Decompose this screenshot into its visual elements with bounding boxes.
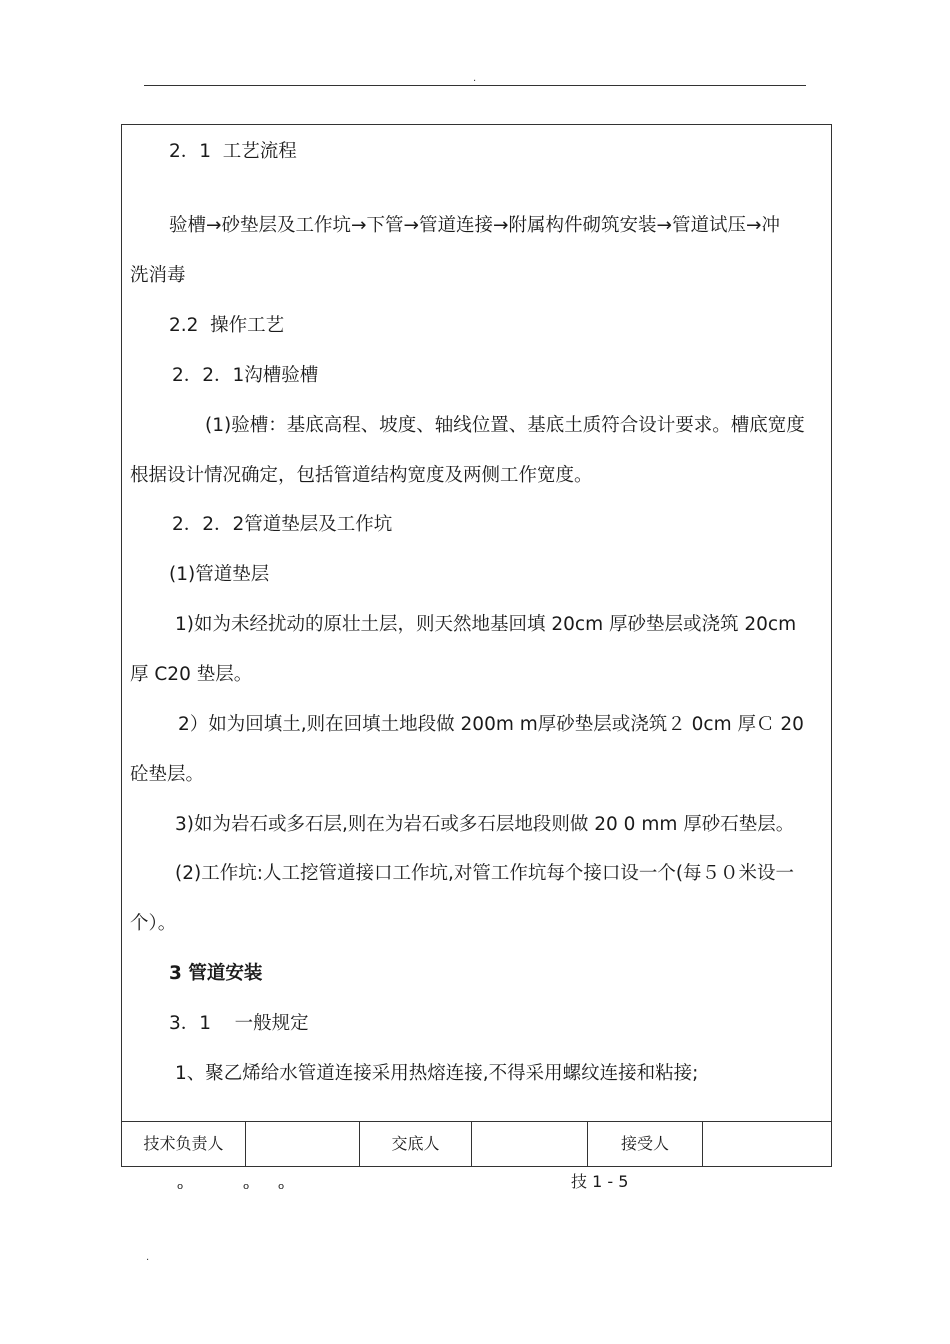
document-frame [121,124,832,1167]
form-code: 技 1 - 5 [571,1172,629,1191]
cushion-item-2-line-1: 2）如为回填土,则在回填土地段做 200m m厚砂垫层或浇筑２ 0cm 厚Ｃ 20 [178,714,804,735]
process-flow-line-2: 洗消毒 [130,265,186,286]
tech-lead-label: 技术负责人 [122,1122,246,1166]
header-rule [144,85,806,86]
trench-inspection-line-1: (1)验槽：基底高程、坡度、轴线位置、基底土质符合设计要求。槽底宽度 [205,415,805,436]
handover-signature-cell [472,1122,588,1166]
cushion-item-3: 3)如为岩石或多石层,则在为岩石或多石层地段则做 20 0 mm 厚砂石垫层。 [175,814,795,835]
process-flow-line-1: 验槽→砂垫层及工作坑→下管→管道连接→附属构件砌筑安装→管道试压→冲 [169,215,781,236]
section-2-2-1-heading: 2．2．1沟槽验槽 [172,365,319,386]
section-2-1-heading: 2．1 工艺流程 [169,141,297,162]
work-pit-line-2: 个）。 [130,913,177,934]
receiver-label: 接受人 [588,1122,703,1166]
footer-mark: ₒ [243,1174,250,1193]
header-dot: . [473,73,477,84]
handover-label: 交底人 [360,1122,472,1166]
pipe-cushion-heading: (1)管道垫层 [169,564,270,585]
cushion-item-2-line-2: 砼垫层。 [130,764,205,785]
receiver-signature-cell [703,1122,831,1166]
section-3-1-heading: 3．1 一般规定 [169,1013,309,1034]
footer-mark: ₒ [177,1174,184,1193]
footer-dot: . [146,1252,150,1263]
cushion-item-1-line-2: 厚 C20 垫层。 [130,664,253,685]
rule-1-text: 1、聚乙烯给水管道连接采用热熔连接,不得采用螺纹连接和粘接; [175,1063,699,1084]
tech-lead-signature-cell [246,1122,360,1166]
work-pit-line-1: (2)工作坑:人工挖管道接口工作坑,对管工作坑每个接口设一个(每５０米设一 [175,863,795,884]
section-2-2-heading: 2.2 操作工艺 [169,315,285,336]
cushion-item-1-line-1: 1)如为未经扰动的原壮土层，则天然地基回填 20cm 厚砂垫层或浇筑 20cm [175,614,797,635]
section-3-heading: 3 管道安装 [169,963,263,984]
trench-inspection-line-2: 根据设计情况确定，包括管道结构宽度及两侧工作宽度。 [130,465,593,486]
signature-row [122,1121,831,1166]
footer-mark: ₒ [278,1174,285,1193]
section-2-2-2-heading: 2．2．2管道垫层及工作坑 [172,514,393,535]
